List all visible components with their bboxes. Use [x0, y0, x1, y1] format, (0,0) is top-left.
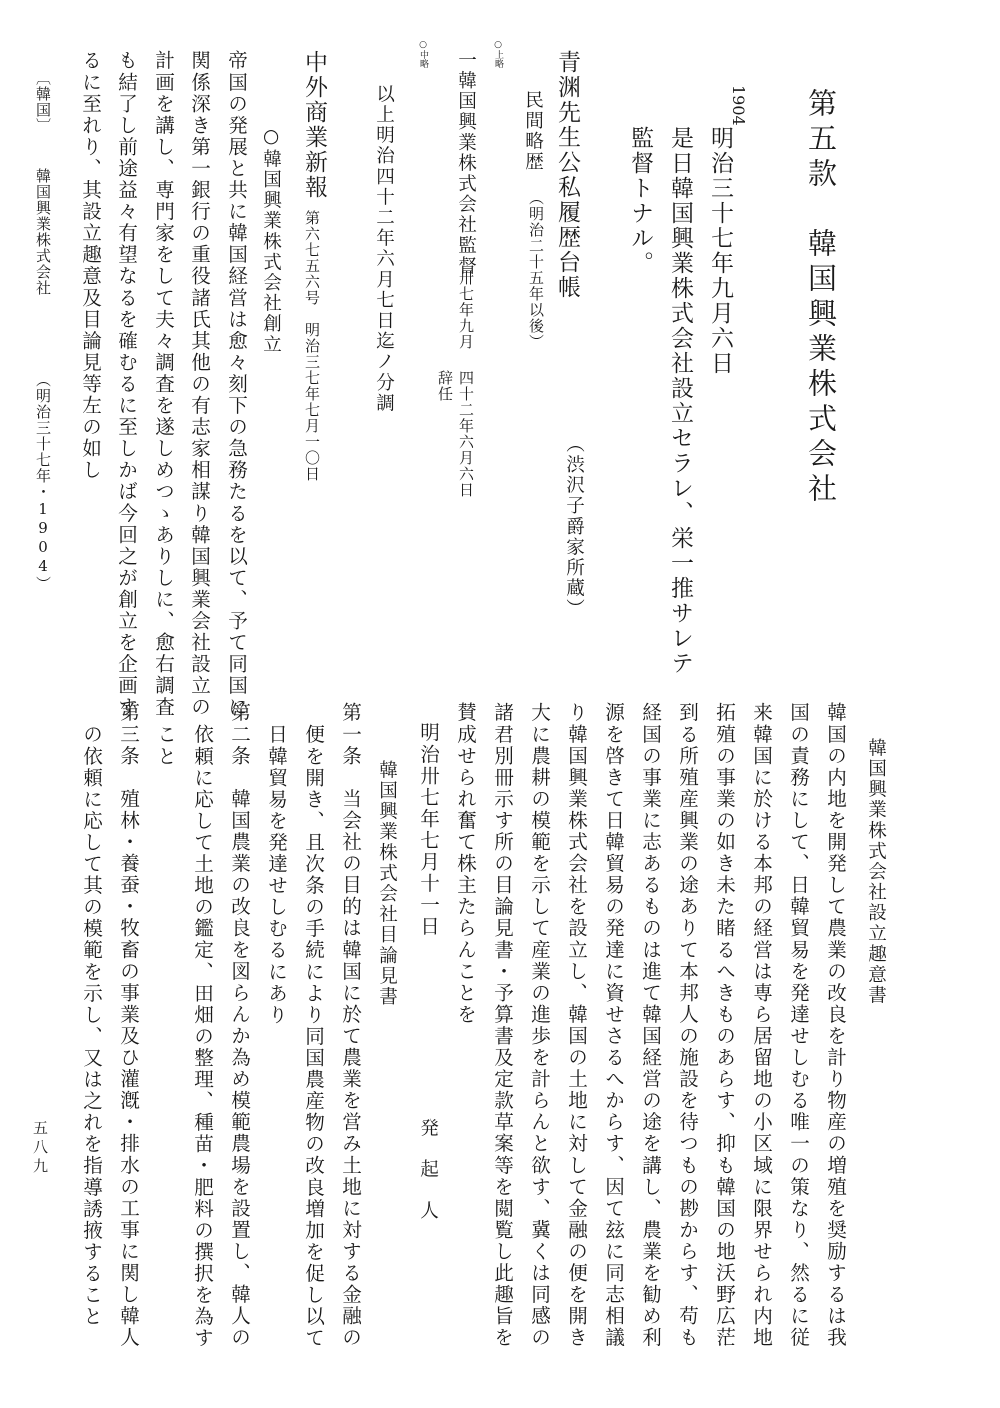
prospectus-line: 賛成せられ奮て株主たらんことを [453, 702, 477, 1026]
prospectus-line: り韓国興業株式会社を設立し、韓国の土地に対して金融の便を開き [564, 702, 588, 1349]
article-clause: 依頼に応して土地の鑑定、田畑の整理、種苗・肥料の撰択を為す [190, 724, 214, 1349]
article-clause: 第三条 殖林・養蚕・牧畜の事業及ひ灌漑・排水の工事に関し韓人 [116, 702, 140, 1349]
entry-text: 一韓国興業株式会社監督 [455, 50, 477, 277]
article-clause: こと [153, 724, 177, 768]
prospectus-line: 大に農耕の模範を示して産業の進歩を計らんと欲す、冀くは同感の [527, 702, 551, 1349]
western-year: 1904 [729, 85, 748, 126]
article-clause: 第一条 当会社の目的は韓国に於て農業を営み土地に対する金融の [338, 702, 362, 1349]
article-line: 関係深き第一銀行の重役諸氏其他の有志家相謀り韓国興業会社設立の [187, 50, 211, 719]
running-label: 〔韓国〕 [34, 70, 52, 134]
plan-title: 韓国興業株式会社目論見書 [376, 760, 398, 1008]
event-date: 明治三十七年九月六日 [707, 126, 733, 376]
prospectus-line: 韓国の内地を開発して農業の改良を計り物産の増殖を奨励するは我 [823, 702, 847, 1349]
source-title-2: 中外商業新報 [301, 50, 327, 200]
entry-date-2: 四十二年六月六日 [457, 370, 475, 498]
source-issue: 第六七五六号 明治三七年七月一〇日 [303, 210, 321, 482]
prospectus-line: 到る所殖産興業の途ありて本邦人の施設を待つもの尠からす、苟も [675, 702, 699, 1349]
running-year: （明治三十七年・1904） [34, 372, 52, 592]
article-line: も結了し前途益々有望なるを確むるに至しかば今回之が創立を企画す [114, 50, 138, 719]
prospectus-line: 拓殖の事業の如き未た睹るへきものあらす、抑も韓国の地沃野広茫 [712, 702, 736, 1349]
prospectus-date: 明治卅七年七月十一日 [416, 722, 440, 938]
prospectus-line: 諸君別冊示す所の目論見書・予算書及定款草案等を閲覧し此趣旨を [490, 702, 514, 1349]
event-line-2: 監督トナル。 [627, 126, 653, 276]
section-heading: 第五款 韓国興業株式会社 [804, 88, 838, 508]
prospectus-title: 韓国興業株式会社設立趣意書 [865, 738, 887, 1006]
event-line-1: 是日韓国興業株式会社設立セラレ、栄一推サレテ [667, 126, 693, 676]
article-clause: の依頼に応して其の模範を示し、又は之れを指導誘掖すること [79, 724, 103, 1328]
article-clause: 日韓貿易を発達せしむるにあり [264, 724, 288, 1026]
omission-mark-upper: ○上略 [493, 40, 503, 68]
article-title: ○韓国興業株式会社創立 [260, 126, 282, 355]
article-line: るに至れり、其設立趣意及目論見等左の如し [78, 50, 102, 481]
source-sub-label: 民間略歴 [522, 90, 544, 173]
entry-date-1: 卅七年九月 [457, 270, 475, 350]
source-title-1: 青渊先生公私履歴台帳 [554, 50, 580, 300]
article-clause: 第二条 韓国農業の改良を図らんか為め模範農場を設置し、韓人の [227, 702, 251, 1349]
entry-date-2-note: 辞任 [436, 370, 454, 402]
page-number: 五八九 [31, 1120, 49, 1177]
prospectus-line: 来韓国に於ける本邦の経営は専ら居留地の小区域に限界せられ内地 [749, 702, 773, 1349]
article-line: 計画を講し、専門家をして夫々調査を遂しめつゝありしに、愈右調査 [151, 50, 175, 719]
omission-mark-middle: ○中略 [418, 40, 428, 68]
closing-note: 以上明治四十二年六月七日迄ノ分調 [373, 84, 395, 414]
prospectus-line: 国の責務にして、日韓貿易を発達せしむる唯一の策なり、然るに従 [786, 702, 810, 1349]
prospectus-line: 源を啓きて日韓貿易の発達に資せさるへからす、因て玆に同志相議 [601, 702, 625, 1349]
article-line: 帝国の発展と共に韓国経営は愈々刻下の急務たるを以て、予て同国に [224, 50, 248, 719]
promoters-label: 発 起 人 [417, 1118, 439, 1221]
article-clause: 便を開き、且次条の手続により同国農産物の改良増加を促し以て [301, 724, 325, 1349]
prospectus-line: 経国の事業に志あるものは進て韓国経営の途を講し、農業を勧め利 [638, 702, 662, 1349]
running-title: 韓国興業株式会社 [34, 168, 52, 296]
source-note-1: （渋沢子爵家所蔵） [563, 434, 585, 620]
source-sub-note: （明治二十五年以後） [527, 190, 545, 350]
